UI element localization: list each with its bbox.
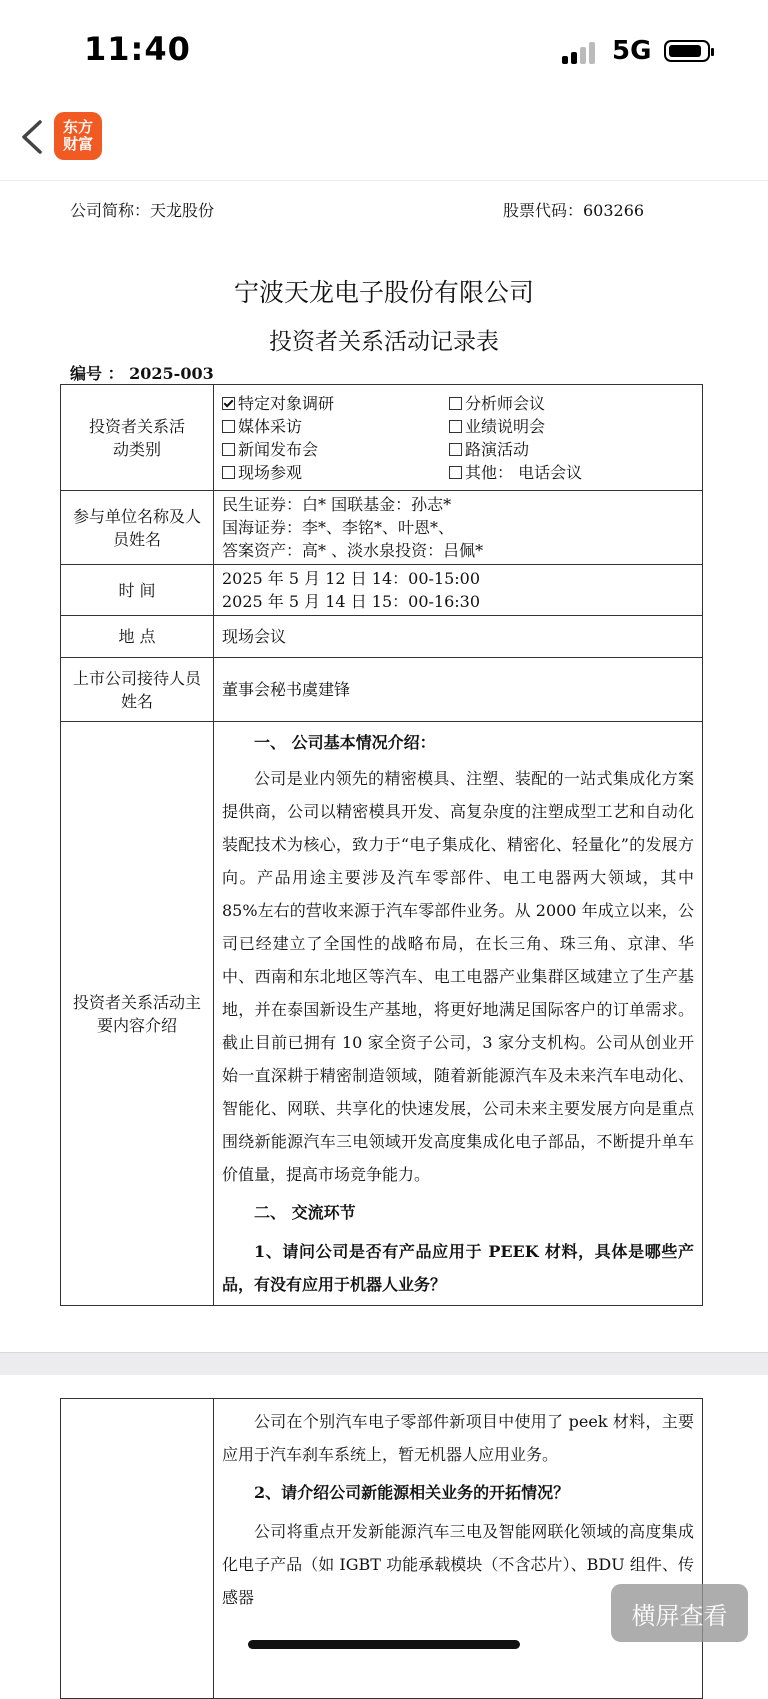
checked-box-icon <box>222 397 235 410</box>
signal-bars-icon <box>562 40 602 64</box>
content-label: 投资者关系活动主要内容介绍 <box>61 722 214 1306</box>
unchecked-box-icon <box>449 466 462 479</box>
category-option-label: 新闻发布会 <box>238 439 319 459</box>
battery-icon <box>664 40 710 62</box>
category-option <box>449 415 679 438</box>
back-button[interactable] <box>14 114 54 160</box>
status-bar <box>0 0 768 100</box>
unchecked-box-icon <box>222 420 235 433</box>
time-line: 2025 年 5 月 14 日 15：00-16:30 <box>222 592 481 611</box>
category-cell <box>214 385 703 491</box>
time-line: 2025 年 5 月 12 日 14：00-15:00 <box>222 569 481 588</box>
document-title: 投资者关系活动记录表 <box>269 329 499 355</box>
stock-code: 股票代码：603266 <box>503 201 645 220</box>
section2-title: 二、 交流环节 <box>254 1203 356 1222</box>
receptionist-value: 董事会秘书虞建锋 <box>214 658 703 722</box>
company-name: 宁波天龙电子股份有限公司 <box>233 278 534 307</box>
participant-line: 答案资产：高* 、淡水泉投资：吕佩* <box>222 541 484 560</box>
unchecked-box-icon <box>449 443 462 456</box>
participants-label: 参与单位名称及人员姓名 <box>61 491 214 565</box>
network-type: 5G <box>612 36 652 66</box>
receptionist-label: 上市公司接待人员姓名 <box>61 658 214 722</box>
landscape-view-button[interactable]: 横屏查看 <box>611 1584 748 1642</box>
content-label-continued <box>61 1399 214 1699</box>
participant-line: 国海证券：李*、李铭*、叶恩*、 <box>222 518 455 537</box>
category-option-label: 其他： 电话会议 <box>465 462 583 482</box>
question-1: 1、请问公司是否有产品应用于 PEEK 材料，具体是哪些产品，有没有应用于机器人业务？ <box>222 1242 694 1294</box>
answer-1: 公司在个别汽车电子零部件新项目中使用了 peek 材料，主要应用于汽车刹车系统上，暂无机器人应用业务。 <box>222 1412 694 1464</box>
content-cell <box>214 722 703 1306</box>
section1-title: 一、 公司基本情况介绍： <box>254 733 436 752</box>
content-cell-continued <box>214 1399 703 1699</box>
category-option <box>222 438 449 461</box>
answer-2: 公司将重点开发新能源汽车三电及智能网联化领域的高度集成化电子产品（如 IGBT 功能承载模块（不含芯片）、BDU 组件、传感器 <box>222 1522 694 1607</box>
eastmoney-logo[interactable] <box>54 112 102 160</box>
record-table-continued <box>60 1398 703 1699</box>
category-option <box>449 392 679 415</box>
time-cell <box>214 565 703 616</box>
logo-text-line2: 财富 <box>62 135 93 153</box>
category-option <box>222 461 449 484</box>
location-value: 现场会议 <box>214 616 703 658</box>
category-label: 投资者关系活动类别 <box>61 385 214 491</box>
chevron-left-icon <box>14 114 54 160</box>
category-option-label: 媒体采访 <box>238 416 303 436</box>
location-label: 地 点 <box>61 616 214 658</box>
category-option-label: 特定对象调研 <box>238 393 335 413</box>
company-short-name: 公司简称：天龙股份 <box>70 201 215 220</box>
section1-body: 公司是业内领先的精密模具、注塑、装配的一站式集成化方案提供商，公司以精密模具开发、高复杂度的注塑成型工艺和自动化装配技术为核心，致力于“电子集成化、精密化、轻量化”的发展方向。产品用途主要涉及汽车零部件、电工电器两大领域，其中 85%左右的营收来源于汽车零部件业务。从 2000 年成立以来，公司已经建立了全国性的战略布局，在长三角、珠三角、京津、华中、西南和东北地区等汽车、电工电器产业集群区域建立了生产基地，并在泰国新设生产基地，将更好地满足国际客户的订单需求。截止目前已拥有 10 家全资子公司，3 家分支机构。公司从创业开始一直深耕于精密制造领域，随着新能源汽车及未来汽车电动化、智能化、网联、共享化的快速发展，公司未来主要发展方向是重点围绕新能源汽车三电领域开发高度集成化电子部品，不断提升单车价值量，提高市场竞争能力。 <box>222 769 694 1184</box>
category-option-label: 分析师会议 <box>465 393 546 413</box>
record-table <box>60 384 703 1306</box>
question-2: 2、请介绍公司新能源相关业务的开拓情况？ <box>254 1483 570 1502</box>
category-option <box>449 461 679 484</box>
participants-cell <box>214 491 703 565</box>
home-indicator <box>248 1640 520 1649</box>
document-page-1 <box>0 181 768 1351</box>
category-option <box>222 392 449 415</box>
participant-line: 民生证券：白* 国联基金：孙志* <box>222 495 452 514</box>
category-option-label: 现场参观 <box>238 462 303 482</box>
category-option <box>222 415 449 438</box>
unchecked-box-icon <box>222 443 235 456</box>
unchecked-box-icon <box>449 397 462 410</box>
unchecked-box-icon <box>222 466 235 479</box>
category-option-label: 路演活动 <box>465 439 530 459</box>
nav-bar <box>0 100 768 181</box>
page-separator <box>0 1352 768 1376</box>
category-grid <box>222 392 694 484</box>
category-option <box>449 438 679 461</box>
logo-text-line1: 东方 <box>62 118 93 136</box>
time-label: 时 间 <box>61 565 214 616</box>
serial-number: 编号 ： 2025-003 <box>70 364 214 383</box>
unchecked-box-icon <box>449 420 462 433</box>
status-time: 11:40 <box>84 30 191 68</box>
category-option-label: 业绩说明会 <box>465 416 546 436</box>
